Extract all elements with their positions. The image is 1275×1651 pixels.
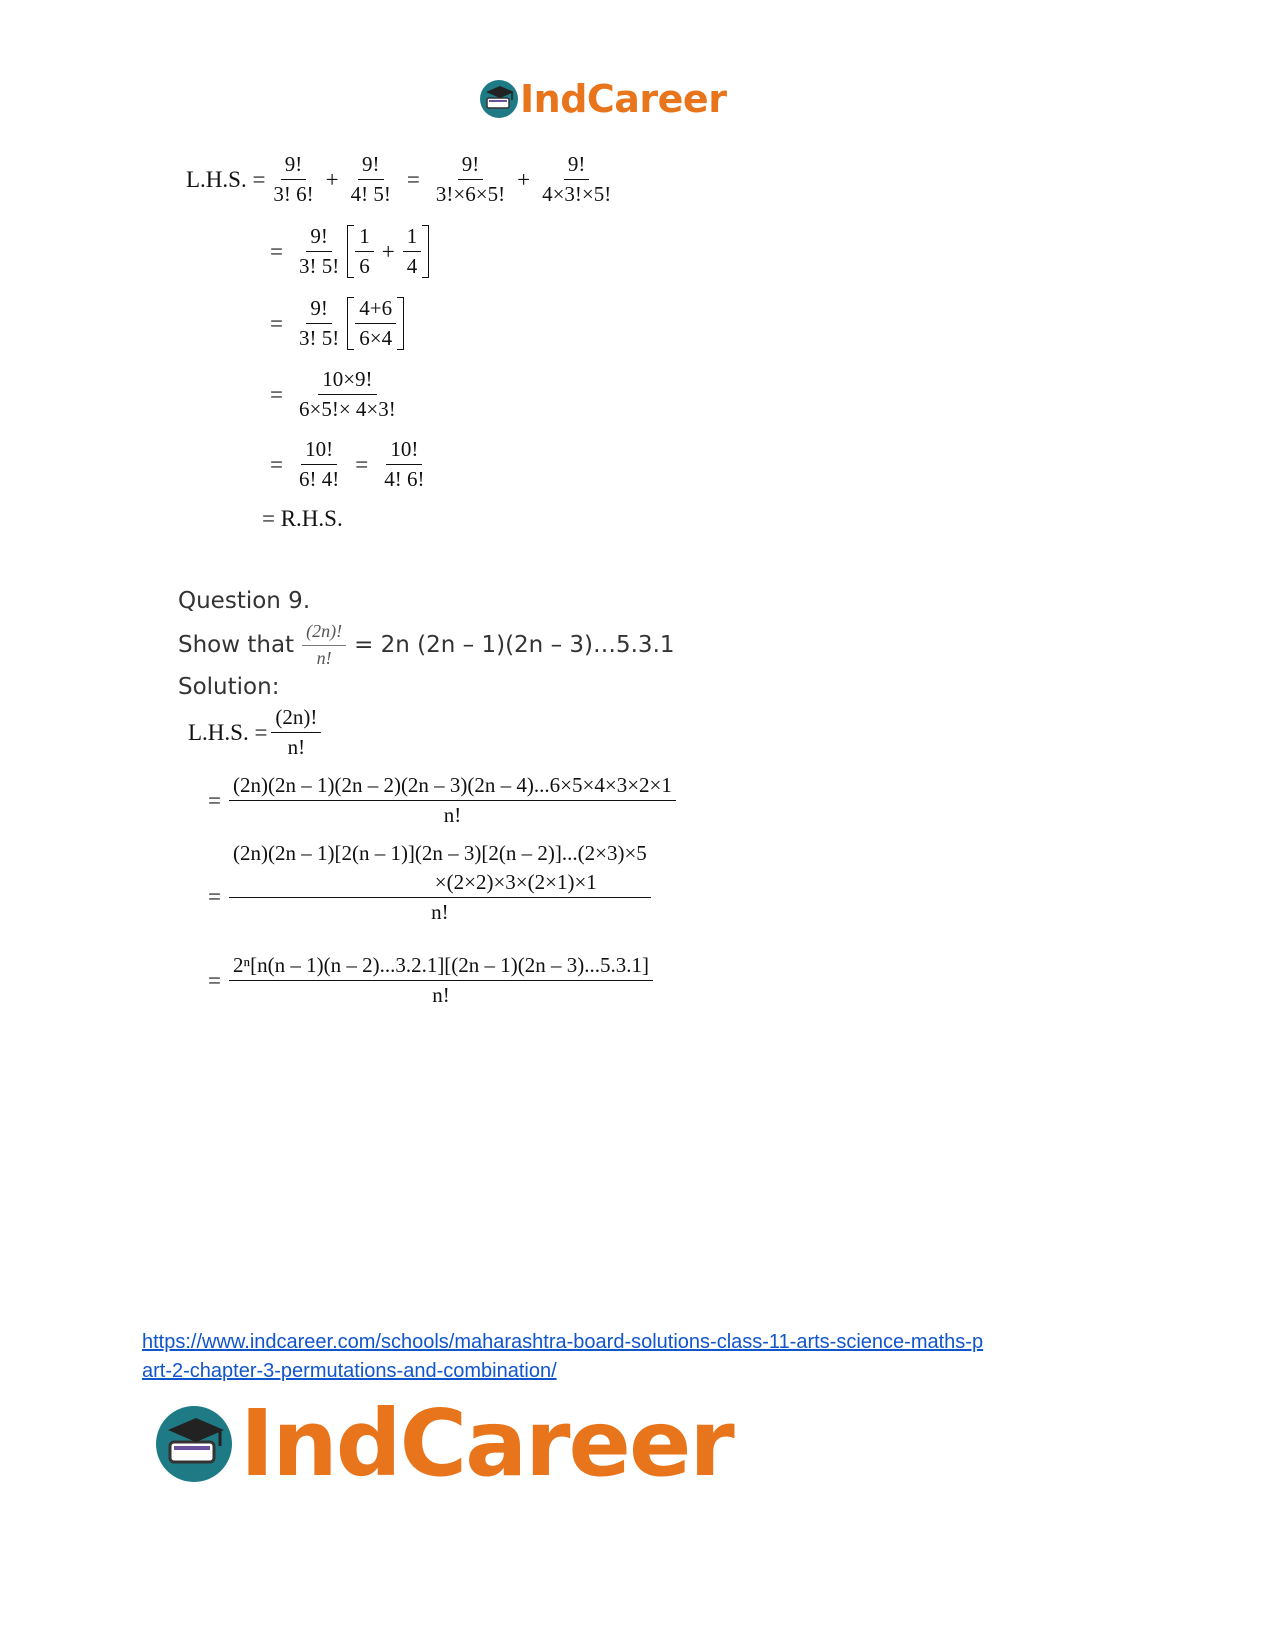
proof1-line-1: L.H.S. = $\frac{9!}{3! 6!}$ + $\frac{9!}{4! 5!}$ = $\frac{9!}{3!\times 6\times 5!}$ + $\frac{9!}{4\times 3!\times 5!}$ bbox=[186, 153, 619, 206]
fraction: $\frac{\text{2ⁿ[n(n – 1)(n – 2)...3.2.1][(2n – 1)(2n – 3)...5.3.1]}}{n!}$ bbox=[229, 954, 653, 1007]
lhs-label: L.H.S. = bbox=[188, 719, 268, 745]
source-url-line-2[interactable]: art-2-chapter-3-permutations-and-combination/ bbox=[142, 1360, 557, 1382]
fraction: $\frac{(2n)(2n - 1)(2n - 2)(2n - 3)(2n - 4)...6\times 5\times 4\times 3\times 2\times 1}{n!}$ bbox=[229, 774, 676, 827]
fraction: $\frac{9!}{4! 5!}$ bbox=[350, 152, 391, 207]
fraction: $\frac{9!}{4\times 3!\times 5!}$ bbox=[542, 152, 612, 207]
bracket-group: $\frac{4+6}{6\times 4}$ bbox=[347, 297, 404, 350]
show-prefix: Show that bbox=[178, 632, 295, 659]
proof1-line-5: = $\frac{10!}{6! 4!}$ = $\frac{10!}{4! 6!}$ bbox=[262, 438, 432, 491]
proof2-line-2: = $\frac{(2n)(2n - 1)(2n - 2)(2n - 3)(2n - 4)...6\times 5\times 4\times 3\times 2\times 1}{n!}$ bbox=[200, 774, 680, 827]
fraction: $\frac{9!}{3! 5!}$ bbox=[298, 224, 340, 279]
fraction: $\frac{(2n)!}{n!}$ bbox=[271, 706, 321, 759]
fraction: $\frac{9!}{3! 5!}$ bbox=[298, 296, 340, 351]
solution-label: Solution: bbox=[178, 674, 280, 700]
source-link[interactable] bbox=[142, 1328, 1142, 1386]
fraction: $\frac{9!}{3! 6!}$ bbox=[273, 152, 314, 207]
lhs-label: L.H.S. = bbox=[186, 166, 266, 192]
footer-logo bbox=[152, 1390, 733, 1497]
fraction: $\frac{(2n)!}{n!}$ bbox=[302, 622, 346, 669]
proof2-line-4: = $\frac{\text{2ⁿ[n(n – 1)(n – 2)...3.2.1][(2n – 1)(2n – 3)...5.3.1]}}{n!}$ bbox=[200, 954, 657, 1007]
bracket-group: $\frac{1}{6}$ + $\frac{1}{4}$ bbox=[347, 225, 429, 278]
fraction: $\frac{10!}{6! 4!}$ bbox=[298, 437, 340, 492]
fraction: $\frac{10\times 9!}{6\times 5!\times 4\times 3!}$ bbox=[298, 367, 396, 422]
question-title: Question 9. bbox=[178, 588, 311, 614]
header-logo bbox=[478, 78, 726, 120]
rhs-text: = R.H.S. bbox=[262, 506, 343, 531]
graduation-cap-book-icon bbox=[478, 78, 520, 120]
question-statement bbox=[178, 622, 675, 669]
graduation-cap-book-icon bbox=[152, 1402, 236, 1486]
proof2-line-3: = (2n)(2n – 1)[2(n – 1)](2n – 3)[2(n – 2)]...(2×3)×5 ×(2×2)×3×(2×1)×1 n! bbox=[200, 842, 655, 924]
proof1-line-6 bbox=[262, 506, 343, 532]
fraction: $\frac{10!}{4! 6!}$ bbox=[384, 437, 425, 492]
brand-name: IndCareer bbox=[520, 77, 727, 121]
fraction: (2n)(2n – 1)[2(n – 1)](2n – 3)[2(n – 2)]...(2×3)×5 ×(2×2)×3×(2×1)×1 n! bbox=[229, 842, 651, 924]
proof1-line-4: = $\frac{10\times 9!}{6\times 5!\times 4\times 3!}$ bbox=[262, 368, 404, 421]
brand-name: IndCareer bbox=[240, 1390, 733, 1497]
source-url-line-1[interactable]: https://www.indcareer.com/schools/maharashtra-board-solutions-class-11-arts-science-maths-p bbox=[142, 1331, 984, 1353]
proof2-line-1 bbox=[188, 706, 325, 759]
proof1-line-3: = $\frac{9!}{3! 5!}$ $\frac{4+6}{6\times 4}$ bbox=[262, 297, 404, 350]
show-suffix: = 2n (2n – 1)(2n – 3)…5.3.1 bbox=[354, 632, 675, 659]
fraction: $\frac{9!}{3!\times 6\times 5!}$ bbox=[435, 152, 506, 207]
proof1-line-2: = $\frac{9!}{3! 5!}$ $\frac{1}{6}$ + $\frac{1}{4}$ bbox=[262, 225, 429, 278]
